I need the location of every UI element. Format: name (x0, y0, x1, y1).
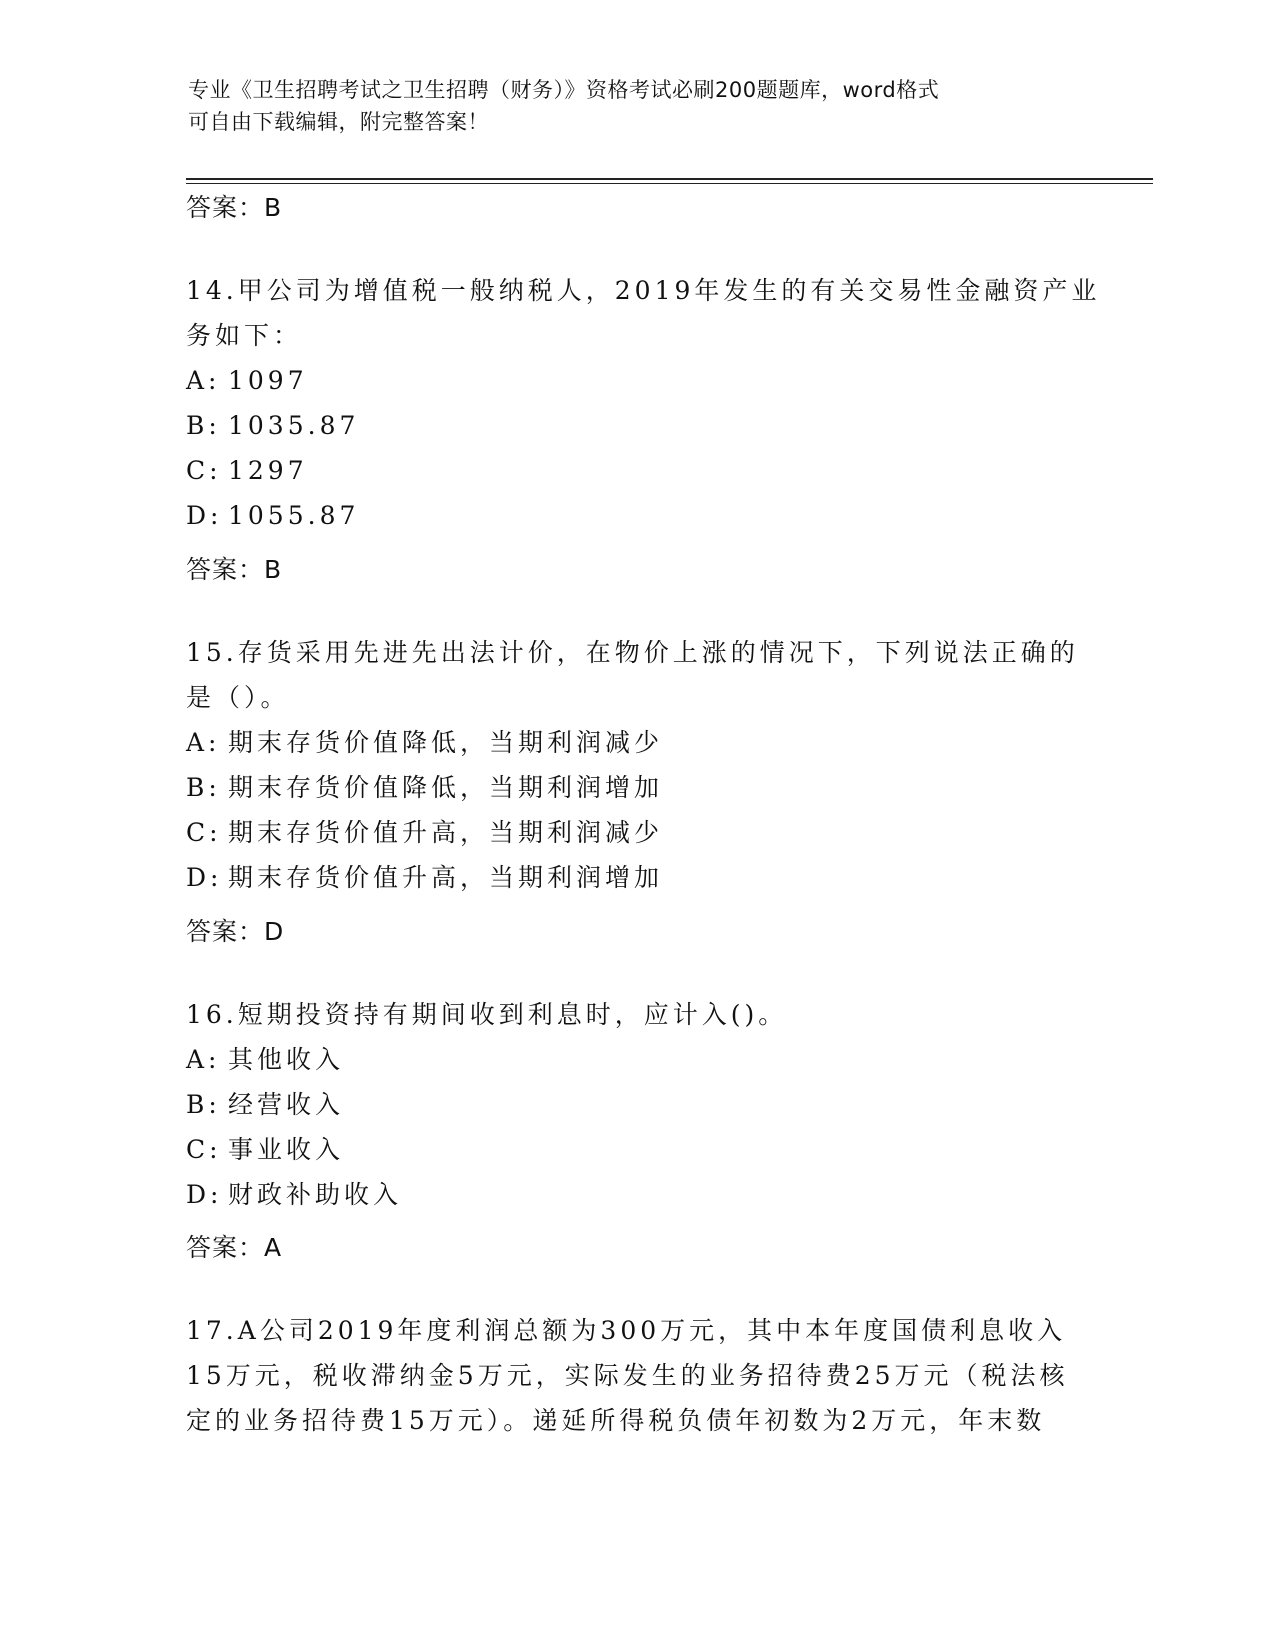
option-letter: A: (186, 728, 221, 757)
option-b (186, 1082, 1086, 1127)
option-a (186, 1037, 1086, 1082)
option-letter: B: (186, 773, 221, 802)
option-letter: C: (186, 456, 222, 485)
option-text: 经营收入 (228, 1090, 345, 1119)
option-d (186, 493, 1086, 538)
option-text: 1055.87 (228, 501, 360, 530)
option-letter: D: (186, 1180, 223, 1209)
option-letter: A: (186, 1045, 221, 1074)
question-stem-line: 是（）。 (186, 683, 290, 712)
question-17 (186, 1308, 1086, 1443)
header-rule-thin (186, 183, 1153, 184)
option-text: 1097 (228, 366, 308, 395)
option-d (186, 855, 1086, 900)
option-c (186, 448, 1086, 493)
option-letter: A: (186, 366, 221, 395)
option-text: 期末存货价值降低，当期利润减少 (228, 728, 664, 757)
option-text: 期末存货价值降低，当期利润增加 (228, 773, 664, 802)
option-text: 期末存货价值升高，当期利润减少 (228, 818, 664, 847)
question-stem-line: 16.短期投资持有期间收到利息时，应计入()。 (186, 1000, 788, 1029)
option-text: 期末存货价值升高，当期利润增加 (228, 863, 664, 892)
document-header (188, 74, 1068, 138)
option-text: 1297 (228, 456, 308, 485)
question-stem-line: 17.A公司2019年度利润总额为300万元，其中本年度国债利息收入 (186, 1316, 1067, 1345)
option-letter: D: (186, 501, 223, 530)
option-c (186, 1127, 1086, 1172)
question-stem-line: 15.存货采用先进先出法计价，在物价上涨的情况下，下列说法正确的 (186, 638, 1079, 667)
option-text: 其他收入 (228, 1045, 345, 1074)
header-rule-thick (186, 178, 1153, 180)
question-stem-line: 定的业务招待费15万元）。递延所得税负债年初数为2万元，年末数 (186, 1406, 1046, 1435)
header-line-1: 专业《卫生招聘考试之卫生招聘（财务）》资格考试必刷200题题库，word格式 (188, 78, 940, 102)
option-text: 事业收入 (228, 1135, 345, 1164)
question-stem-line: 务如下： (186, 321, 303, 350)
answer-15: 答案：D (186, 917, 285, 946)
answer-14: 答案：B (186, 555, 283, 584)
question-16 (186, 992, 1086, 1217)
option-letter: D: (186, 863, 223, 892)
option-b (186, 403, 1086, 448)
question-14 (186, 268, 1101, 538)
option-letter: C: (186, 1135, 222, 1164)
option-d (186, 1172, 1086, 1217)
question-stem-line: 14.甲公司为增值税一般纳税人，2019年发生的有关交易性金融资产业 (186, 276, 1101, 305)
question-15 (186, 630, 1086, 900)
option-a (186, 720, 1086, 765)
option-letter: B: (186, 1090, 221, 1119)
question-stem-line: 15万元，税收滞纳金5万元，实际发生的业务招待费25万元（税法核 (186, 1361, 1069, 1390)
option-letter: B: (186, 411, 221, 440)
option-text: 财政补助收入 (228, 1180, 403, 1209)
header-line-2: 可自由下载编辑，附完整答案！ (188, 110, 489, 134)
option-a (186, 358, 1086, 403)
answer-16: 答案：A (186, 1233, 283, 1262)
previous-answer: 答案：B (186, 193, 283, 222)
option-b (186, 765, 1086, 810)
option-letter: C: (186, 818, 222, 847)
option-text: 1035.87 (228, 411, 360, 440)
option-c (186, 810, 1086, 855)
